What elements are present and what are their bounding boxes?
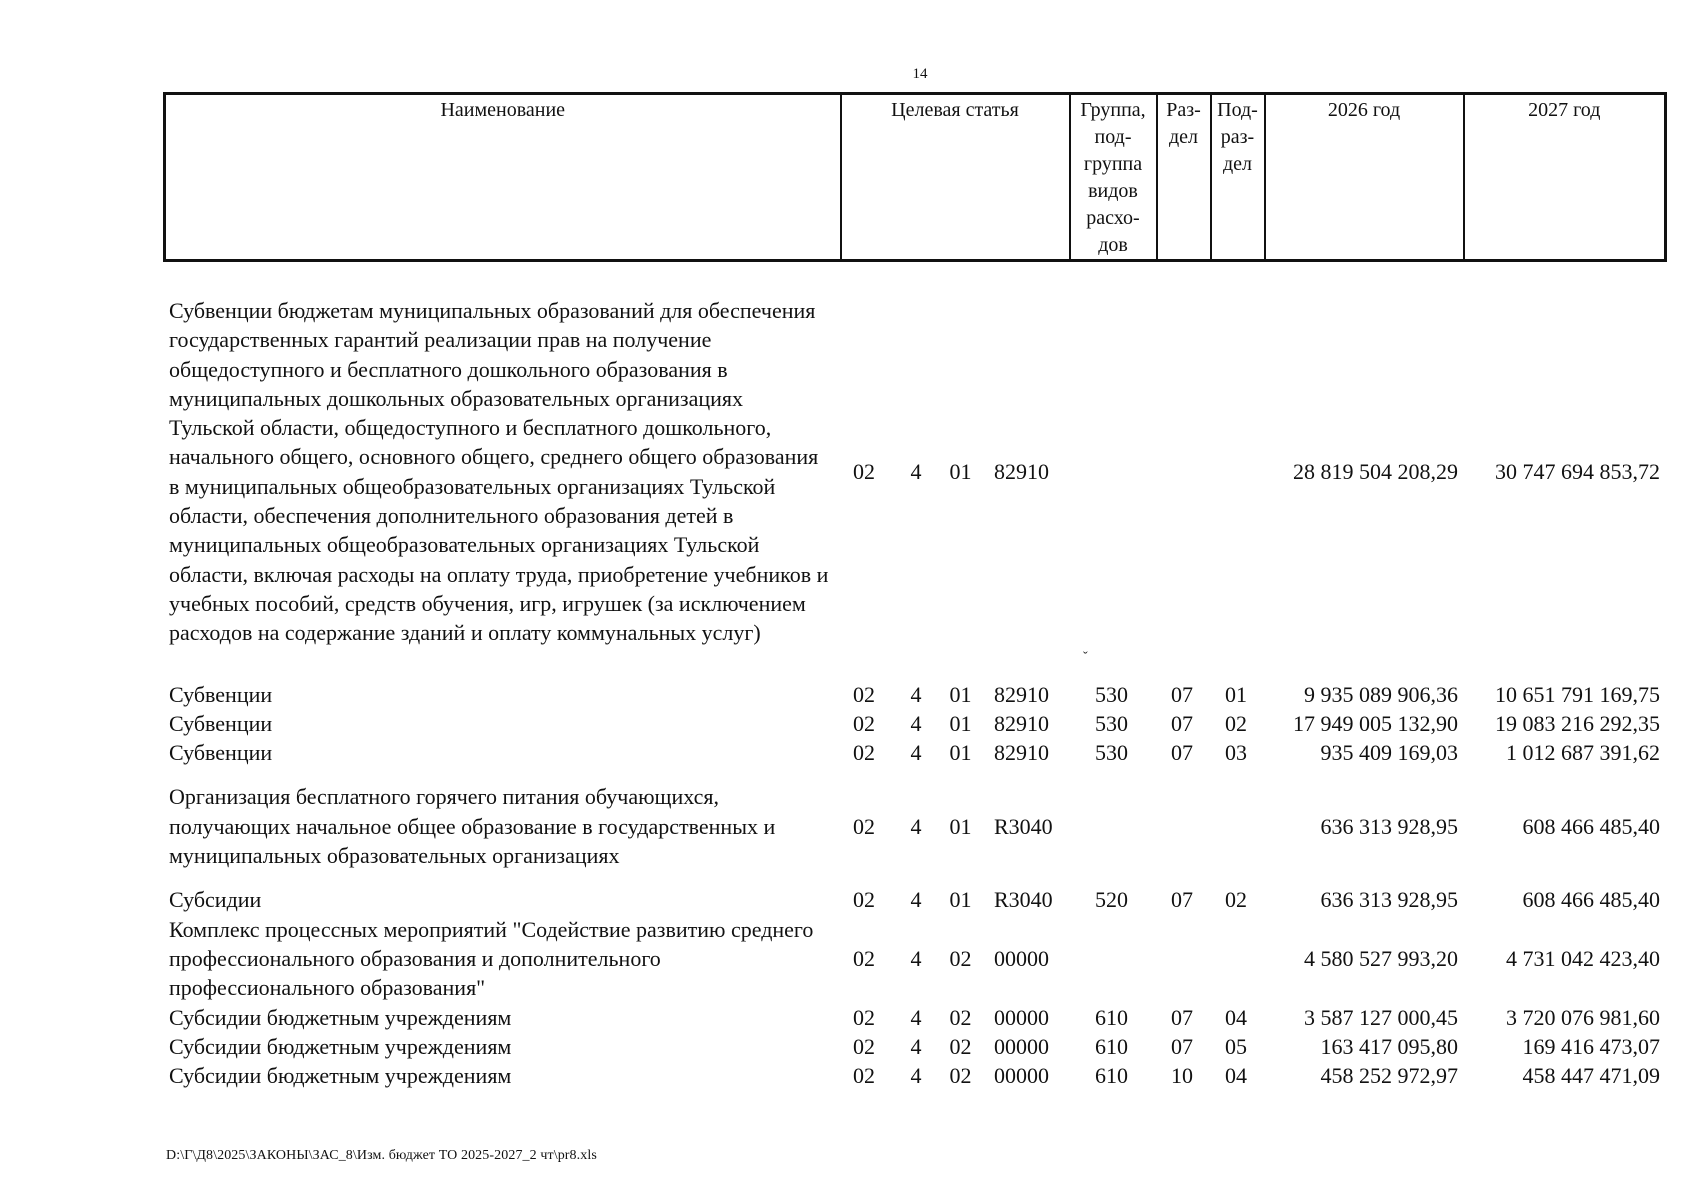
target-article-part-1: 02 [853, 710, 875, 736]
expense-group [1068, 782, 1155, 885]
subsection: 04 [1225, 1063, 1247, 1089]
table-row [163, 1061, 1664, 1090]
target-article-part-4: 82910 [994, 459, 1049, 485]
subsection: 03 [1225, 740, 1247, 766]
table-row [163, 915, 1664, 1003]
table-header [163, 92, 1667, 262]
section [1155, 296, 1209, 680]
amount-2027: 3 720 076 981,60 [1506, 1004, 1660, 1030]
section: 07 [1171, 740, 1193, 766]
target-article-part-2: 4 [910, 945, 922, 971]
subsection: 05 [1225, 1033, 1247, 1059]
page-number: 14 [912, 66, 928, 82]
target-article-part-3: 02 [949, 1033, 972, 1059]
target-article-part-2: 4 [910, 1033, 922, 1059]
subsection [1209, 915, 1263, 1003]
amount-2026: 935 409 169,03 [1320, 740, 1458, 766]
expense-group: 610 [1095, 1004, 1128, 1030]
amount-2027: 1 012 687 391,62 [1506, 740, 1660, 766]
header-target-article: Целевая статья [841, 94, 1070, 261]
amount-2027: 19 083 216 292,35 [1495, 710, 1660, 736]
row-name: Комплекс процессных мероприятий "Содействие развитию среднего профессионального образования и дополнительного профессионального образования" [169, 916, 814, 1001]
table-row [163, 709, 1664, 738]
row-name: Субсидии бюджетным учреждениям [169, 1033, 512, 1059]
header-year-2027: 2027 год [1464, 94, 1666, 261]
target-article-part-2: 4 [910, 740, 922, 766]
header-year-2026: 2026 год [1265, 94, 1464, 261]
target-article-part-1: 02 [853, 813, 875, 839]
footer-file-path: D:\Г\Д8\2025\ЗАКОНЫ\ЗАС_8\Изм. бюджет ТО 2025-2027_2 чт\pr8.xls [166, 1148, 597, 1163]
subsection [1209, 782, 1263, 885]
expense-group [1068, 915, 1155, 1003]
amount-2027: 30 747 694 853,72 [1495, 459, 1660, 485]
target-article-part-3: 01 [949, 710, 972, 736]
section: 07 [1171, 887, 1193, 913]
table-row [163, 782, 1664, 885]
row-name: Организация бесплатного горячего питания обучающихся, получающих начальное общее образование в государственных и муниципальных образовательных организациях [169, 784, 776, 869]
table-row [163, 1003, 1664, 1032]
header-subsection: Под- раз- дел [1211, 94, 1265, 261]
target-article-part-1: 02 [853, 459, 875, 485]
subsection: 01 [1225, 681, 1247, 707]
target-article-part-3: 01 [949, 740, 972, 766]
amount-2026: 4 580 527 993,20 [1304, 945, 1458, 971]
target-article-part-4: 82910 [994, 681, 1049, 707]
target-article-part-4: 82910 [994, 740, 1049, 766]
expense-group: 520 [1095, 887, 1128, 913]
target-article-part-1: 02 [853, 740, 875, 766]
target-article-part-2: 4 [910, 813, 922, 839]
section: 07 [1171, 681, 1193, 707]
target-article-part-1: 02 [853, 1063, 875, 1089]
amount-2026: 458 252 972,97 [1320, 1063, 1458, 1089]
row-name: Субвенции [169, 740, 273, 766]
amount-2026: 28 819 504 208,29 [1293, 459, 1458, 485]
target-article-part-1: 02 [853, 945, 875, 971]
target-article-part-1: 02 [853, 1033, 875, 1059]
amount-2026: 3 587 127 000,45 [1304, 1004, 1458, 1030]
target-article-part-1: 02 [853, 1004, 875, 1030]
amount-2027: 169 416 473,07 [1522, 1033, 1660, 1059]
section [1155, 915, 1209, 1003]
amount-2026: 636 313 928,95 [1320, 887, 1458, 913]
row-name: Субвенции [169, 710, 273, 736]
expense-group: 530 [1095, 710, 1128, 736]
section: 10 [1171, 1063, 1193, 1089]
target-article-part-4: 00000 [994, 1033, 1049, 1059]
section: 07 [1171, 710, 1193, 736]
target-article-part-4: 00000 [994, 1063, 1049, 1089]
target-article-part-3: 01 [949, 459, 972, 485]
table-row [163, 738, 1664, 782]
amount-2027: 608 466 485,40 [1522, 813, 1660, 839]
subsection: 02 [1225, 710, 1247, 736]
target-article-part-3: 02 [949, 1063, 972, 1089]
expense-group [1068, 296, 1155, 680]
target-article-part-2: 4 [910, 459, 922, 485]
target-article-part-2: 4 [910, 1063, 922, 1089]
target-article-part-4: R3040 [994, 813, 1053, 839]
expense-group: 530 [1095, 740, 1128, 766]
budget-table [163, 296, 1664, 1090]
target-article-part-2: 4 [910, 710, 922, 736]
table-row [163, 1032, 1664, 1061]
amount-2027: 608 466 485,40 [1522, 887, 1660, 913]
row-name: Субвенции [169, 681, 273, 707]
target-article-part-3: 02 [949, 945, 972, 971]
table-row [163, 885, 1664, 914]
scan-mark: ˇ [1083, 650, 1088, 665]
target-article-part-2: 4 [910, 1004, 922, 1030]
header-section: Раз- дел [1157, 94, 1211, 261]
section: 07 [1171, 1033, 1193, 1059]
expense-group: 610 [1095, 1063, 1128, 1089]
subsection: 02 [1225, 887, 1247, 913]
target-article-part-4: 82910 [994, 710, 1049, 736]
target-article-part-3: 01 [949, 813, 972, 839]
expense-group: 530 [1095, 681, 1128, 707]
subsection [1209, 296, 1263, 680]
amount-2027: 458 447 471,09 [1522, 1063, 1660, 1089]
header-name: Наименование [165, 94, 841, 261]
section: 07 [1171, 1004, 1193, 1030]
row-name: Субсидии [169, 887, 262, 913]
amount-2026: 636 313 928,95 [1320, 813, 1458, 839]
target-article-part-4: R3040 [994, 887, 1053, 913]
target-article-part-3: 01 [949, 681, 972, 707]
amount-2026: 17 949 005 132,90 [1293, 710, 1458, 736]
header-expense-group: Группа, под- группа видов расхо- дов [1070, 94, 1157, 261]
amount-2026: 163 417 095,80 [1320, 1033, 1458, 1059]
target-article-part-4: 00000 [994, 945, 1049, 971]
target-article-part-1: 02 [853, 887, 875, 913]
section [1155, 782, 1209, 885]
row-name: Субсидии бюджетным учреждениям [169, 1004, 512, 1030]
row-name: Субсидии бюджетным учреждениям [169, 1063, 512, 1089]
target-article-part-4: 00000 [994, 1004, 1049, 1030]
target-article-part-2: 4 [910, 681, 922, 707]
amount-2027: 10 651 791 169,75 [1495, 681, 1660, 707]
row-name: Субвенции бюджетам муниципальных образований для обеспечения государственных гарантий реализации прав на получение общедоступного и бесплатного дошкольного образования в муниципальных дошкольных образовательных организациях Тульской области, общедоступного и бесплатного дошкольного, начального общего, основного общего, среднего общего образования в муниципальных общеобразовательных организациях Тульской области, обеспечения дополнительного образования детей в муниципальных общеобразовательных организациях Тульской области, включая расходы на оплату труда, приобретение учебников и учебных пособий, средств обучения, игр, игрушек (за исключением расходов на содержание зданий и оплату коммунальных услуг) [169, 298, 829, 646]
table-row [163, 296, 1664, 680]
target-article-part-1: 02 [853, 681, 875, 707]
amount-2026: 9 935 089 906,36 [1304, 681, 1458, 707]
amount-2027: 4 731 042 423,40 [1506, 945, 1660, 971]
table-row [163, 680, 1664, 709]
target-article-part-3: 01 [949, 887, 972, 913]
expense-group: 610 [1095, 1033, 1128, 1059]
target-article-part-2: 4 [910, 887, 922, 913]
subsection: 04 [1225, 1004, 1247, 1030]
target-article-part-3: 02 [949, 1004, 972, 1030]
